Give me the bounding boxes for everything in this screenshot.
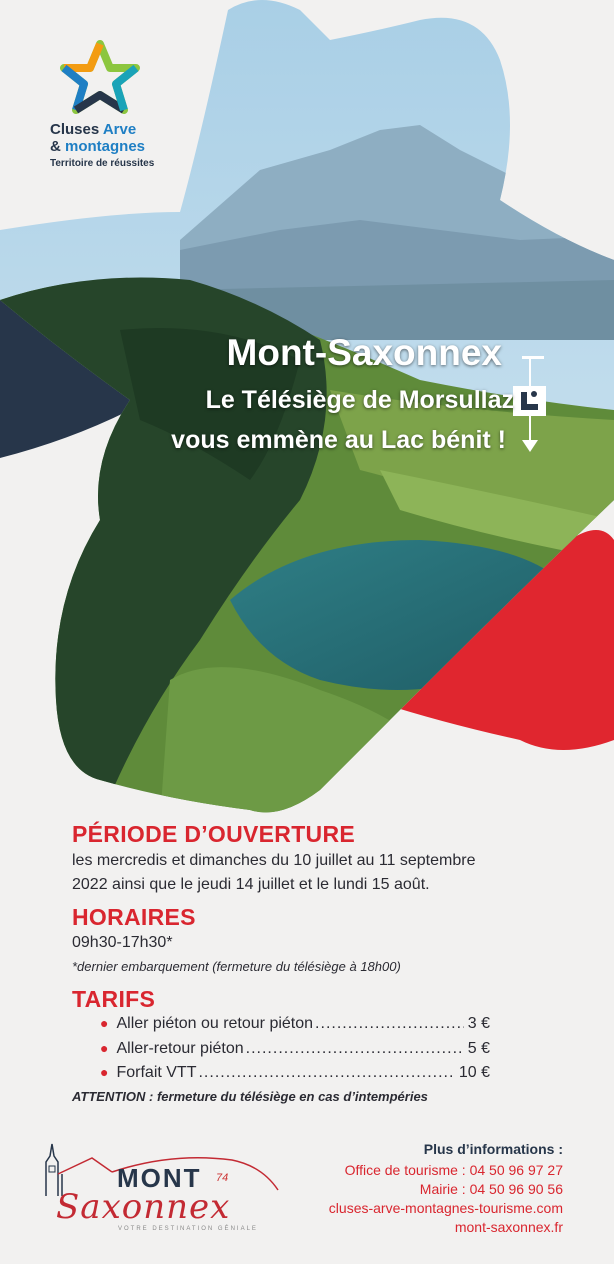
logo-name-line2 <box>50 138 145 155</box>
logo-name-line1 <box>50 121 136 138</box>
logo-arve: Arve <box>102 121 137 138</box>
logo-montagnes: montagnes <box>65 138 146 155</box>
periode-line1: les mercredis et dimanches du 10 juillet au 11 septembre <box>72 852 476 869</box>
attention-note: ATTENTION : fermeture du télésiège en cas d’intempéries <box>72 1089 428 1104</box>
tarif-price: 10 € <box>458 1064 490 1081</box>
hero-subtitle-line1: Le Télésiège de Morsullaz <box>205 386 514 414</box>
hero-title: Mont-Saxonnex <box>226 332 502 373</box>
hero-subtitle-line2: vous emmène au Lac bénit ! <box>171 426 506 454</box>
brand-74: 74 <box>216 1172 229 1184</box>
star-logo-icon <box>60 40 140 116</box>
tarif-row <box>100 1064 490 1086</box>
periode-title: PÉRIODE D’OUVERTURE <box>72 821 356 847</box>
website-link-1[interactable]: cluses-arve-montagnes-tourisme.com <box>328 1200 563 1216</box>
tarif-price: 3 € <box>467 1015 490 1032</box>
info-heading: Plus d’informations : <box>423 1141 563 1157</box>
logo-tagline: Territoire de réussites <box>50 158 155 169</box>
tarif-label: Aller piéton ou retour piéton <box>116 1015 314 1032</box>
logo-ampersand: & <box>50 138 65 155</box>
bullet-icon: ● <box>100 1015 109 1031</box>
leader-dots <box>315 1015 464 1033</box>
brand-mont: MONT <box>117 1163 202 1193</box>
leader-dots <box>198 1064 454 1082</box>
tarifs-title: TARIFS <box>72 986 156 1012</box>
periode-line2: 2022 ainsi que le jeudi 14 juillet et le lundi 15 août. <box>72 876 430 893</box>
brand-saxonnex: Saxonnex <box>56 1187 231 1227</box>
leader-dots <box>246 1040 464 1058</box>
tarif-price: 5 € <box>467 1040 490 1057</box>
office-phone[interactable]: Office de tourisme : 04 50 96 97 27 <box>344 1162 563 1178</box>
horaires-hours: 09h30-17h30* <box>72 934 173 951</box>
tarif-row <box>100 1040 490 1062</box>
tarif-row <box>100 1015 490 1037</box>
bullet-icon: ● <box>100 1040 109 1056</box>
tarif-label: Aller-retour piéton <box>116 1040 244 1057</box>
website-link-2[interactable]: mont-saxonnex.fr <box>454 1219 563 1235</box>
title-dash <box>522 356 544 359</box>
horaires-title: HORAIRES <box>72 904 196 930</box>
bullet-icon: ● <box>100 1064 109 1080</box>
logo-cluses: Cluses <box>50 121 100 138</box>
brand-slogan: VOTRE DESTINATION GÉNIALE <box>118 1226 258 1232</box>
tarif-label: Forfait VTT <box>116 1064 197 1081</box>
mairie-phone[interactable]: Mairie : 04 50 96 90 56 <box>419 1181 563 1197</box>
horaires-note: *dernier embarquement (fermeture du télésiège à 18h00) <box>72 959 401 974</box>
